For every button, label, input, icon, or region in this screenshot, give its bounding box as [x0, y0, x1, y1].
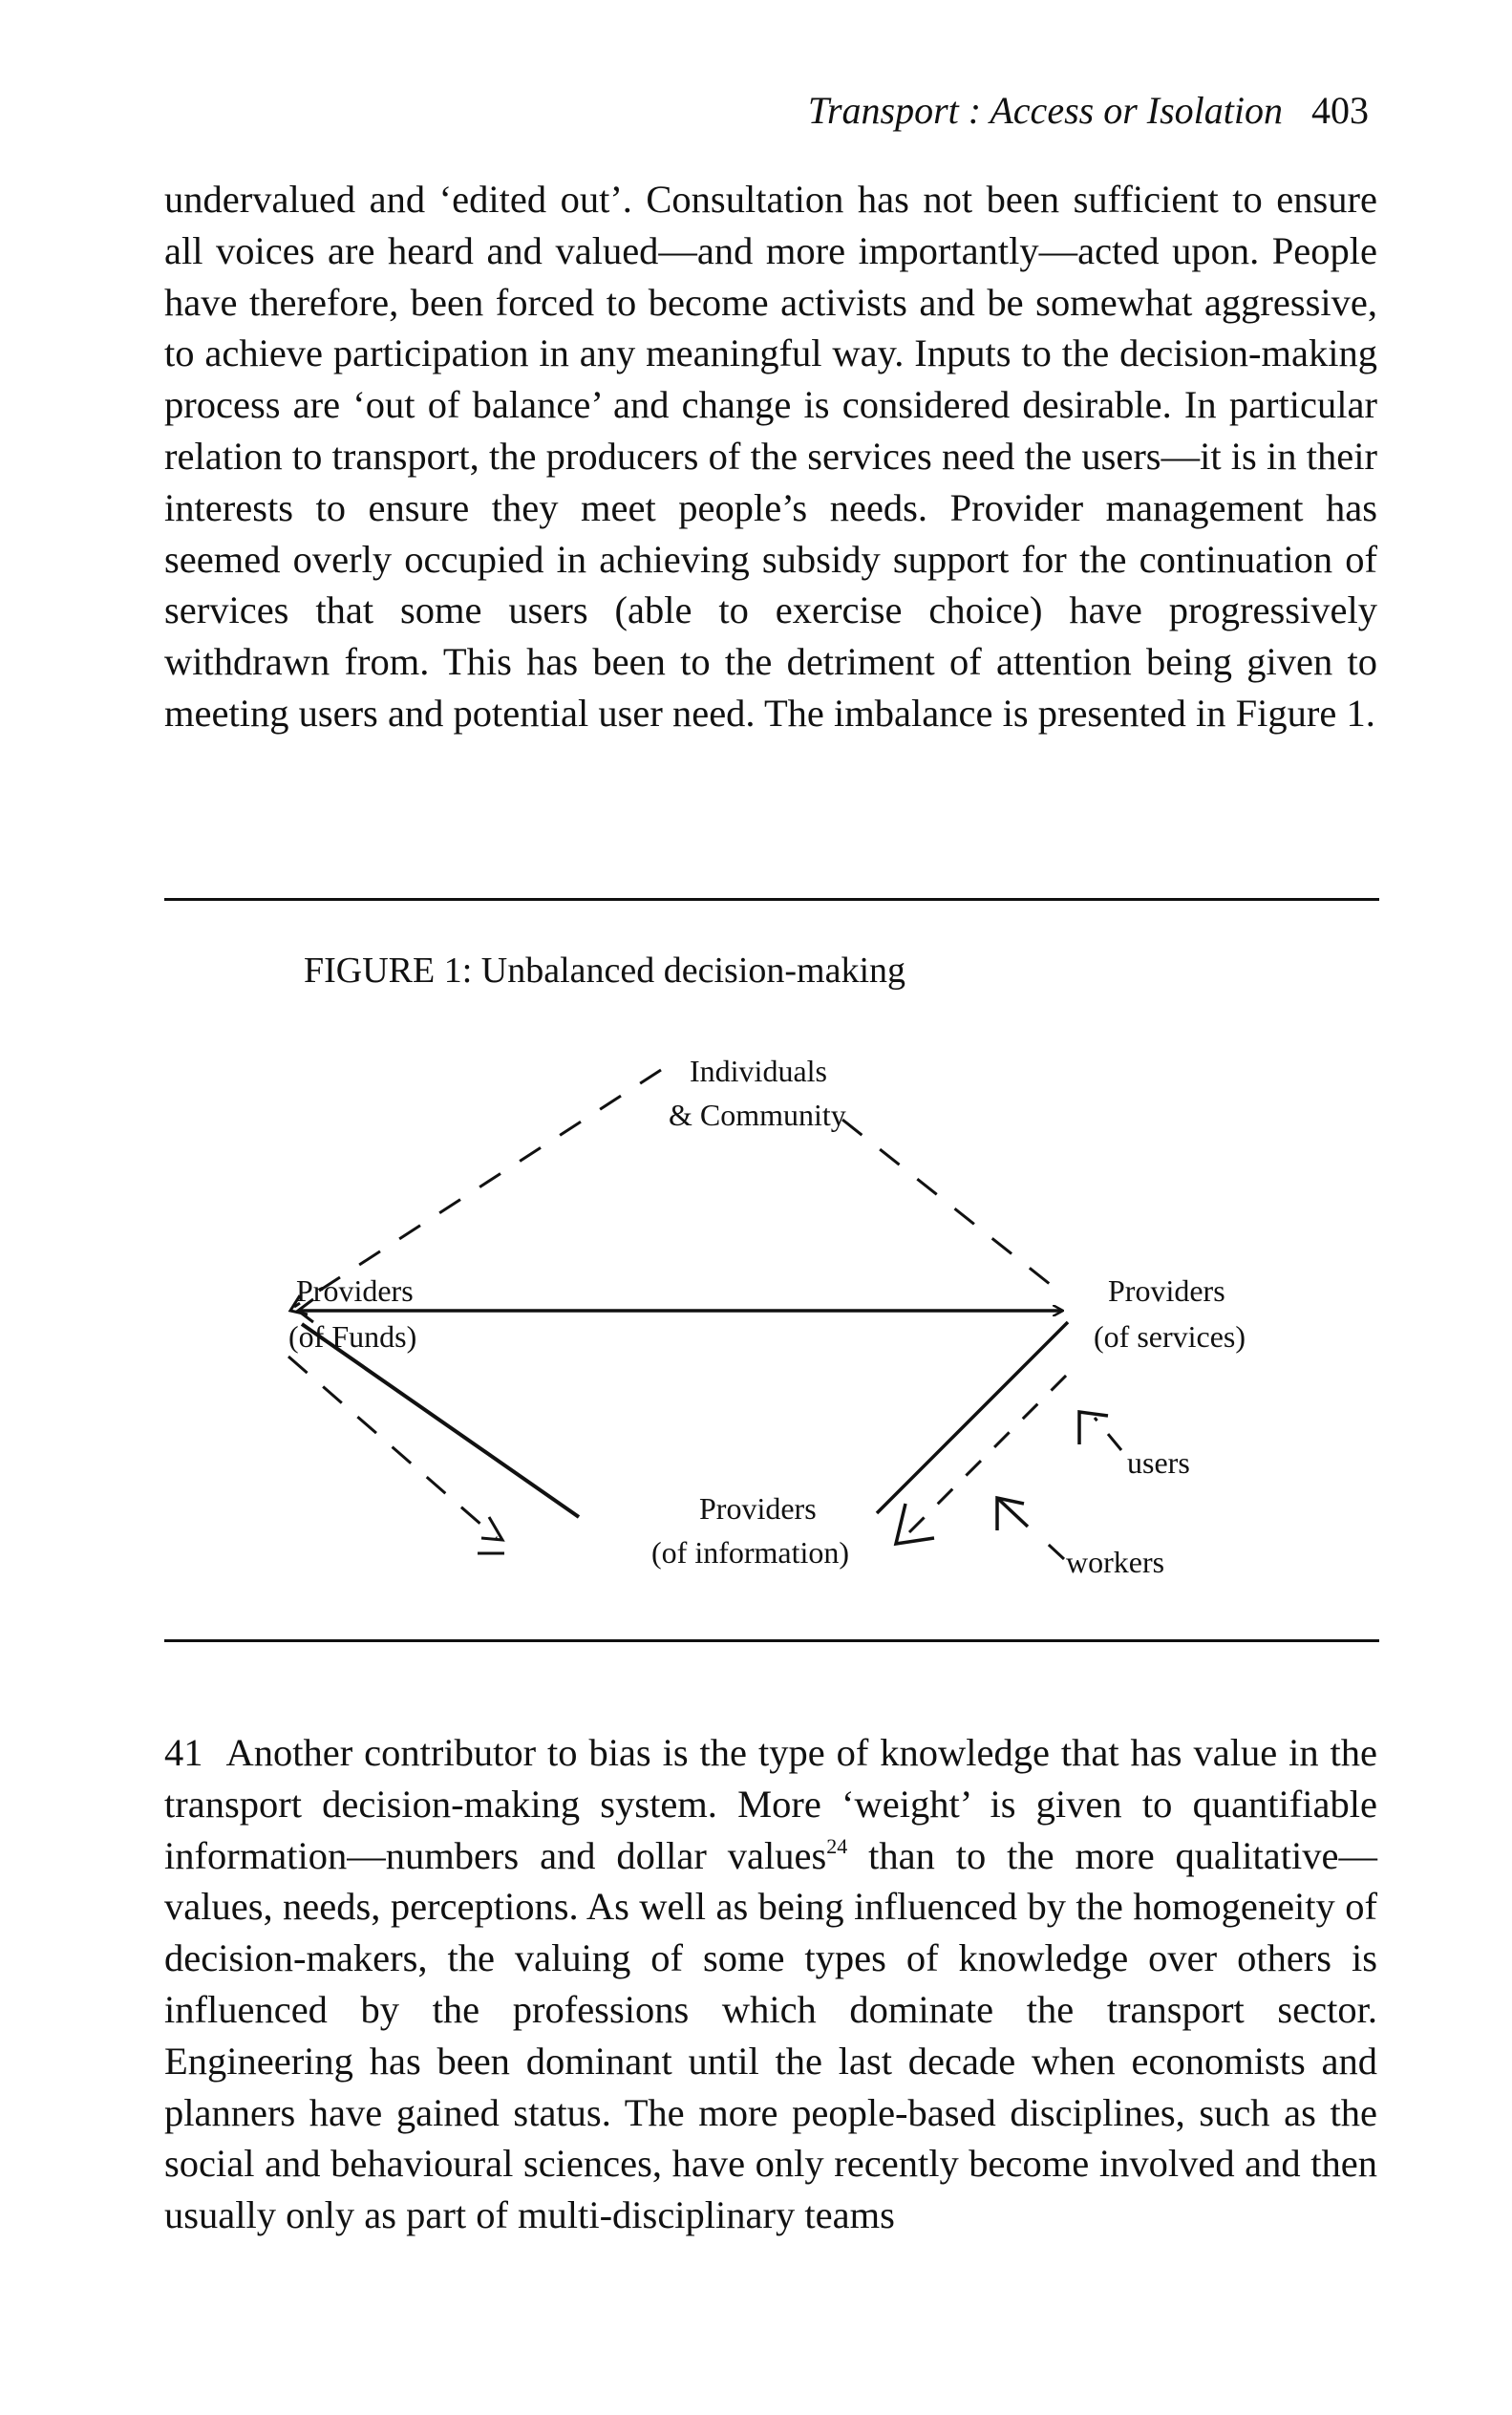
running-header — [808, 88, 1369, 134]
paragraph-text: undervalued and ‘edited out’. Consultation has not been sufficient to ensure all voices are heard and valued—and more importantly—acted upon. People have therefore, been forced to become activists and be somewhat aggressive, to achieve participation in any meaningful way. Inputs to the decision-making process are ‘out of balance’ and change is considered desirable. In particular relation to transport, the producers of the services need the users—it is in their interests to ensure they meet people’s needs. Provider management has seemed overly occupied in achieving subsidy support for the continuation of services that some users (able to exercise choice) have progressively withdrawn from. This has been to the detriment of attention being given to meeting users and potential user need. The imbalance is presented in Figure 1. — [164, 178, 1377, 735]
users-input-line — [1095, 1418, 1121, 1450]
running-title: Transport : Access or Isolation — [807, 89, 1283, 132]
paragraph-text-part-1: Another contributor to bias is the type of knowledge that has value in the transport decision-making system. More ‘weight’ is given to quantifiable information—numbers and dollar values — [164, 1731, 1377, 1877]
figure-diagram — [239, 1032, 1309, 1605]
node-individuals-line1: Individuals — [690, 1054, 827, 1088]
paragraph-text — [164, 1727, 1377, 2241]
arrowhead-information-corner — [896, 1504, 934, 1544]
dashed-link-information-services — [909, 1364, 1077, 1532]
body-paragraph-1 — [164, 174, 1377, 739]
figure-caption: FIGURE 1: Unbalanced decision-making — [304, 951, 906, 991]
node-funds-line1: Providers — [296, 1273, 414, 1308]
label-workers: workers — [1066, 1545, 1165, 1579]
node-information-line2: (of information) — [651, 1535, 850, 1570]
solid-link-services-information — [877, 1322, 1068, 1513]
node-services-line1: Providers — [1108, 1273, 1225, 1308]
dashed-link-funds-information — [288, 1357, 497, 1538]
paragraph-text-part-2: than to the more qualitative—values, needs, perceptions. As well as being influenced by the homogeneity of decision-makers, the valuing of some types of knowledge over others is influenced by the professions which dominate the transport sector. Engineering has been dominant until the last decade when economists and planners have gained status. The more people-based disciplines, such as the social and behavioural sciences, have only recently become involved and then usually only as part of multi-disciplinary teams — [164, 1833, 1377, 2237]
dashed-arrowhead-information — [481, 1517, 502, 1540]
label-users: users — [1127, 1445, 1190, 1480]
page-number: 403 — [1311, 89, 1369, 132]
users-arrowhead — [1079, 1412, 1108, 1444]
node-individuals-line2: & Community — [669, 1098, 846, 1132]
paragraph-number: 41 — [164, 1731, 203, 1774]
dashed-link-community-funds — [294, 1070, 661, 1307]
figure-rule-bottom — [164, 1639, 1379, 1642]
workers-input-line — [1037, 1534, 1064, 1559]
node-funds-line2: (of Funds) — [288, 1319, 417, 1354]
node-services-line2: (of services) — [1094, 1319, 1246, 1354]
footnote-ref-24: 24 — [826, 1833, 848, 1858]
body-paragraph-2 — [164, 1727, 1377, 2241]
node-information-line1: Providers — [699, 1491, 817, 1526]
figure-rule-top — [164, 898, 1379, 901]
dashed-link-community-services — [842, 1120, 1064, 1295]
